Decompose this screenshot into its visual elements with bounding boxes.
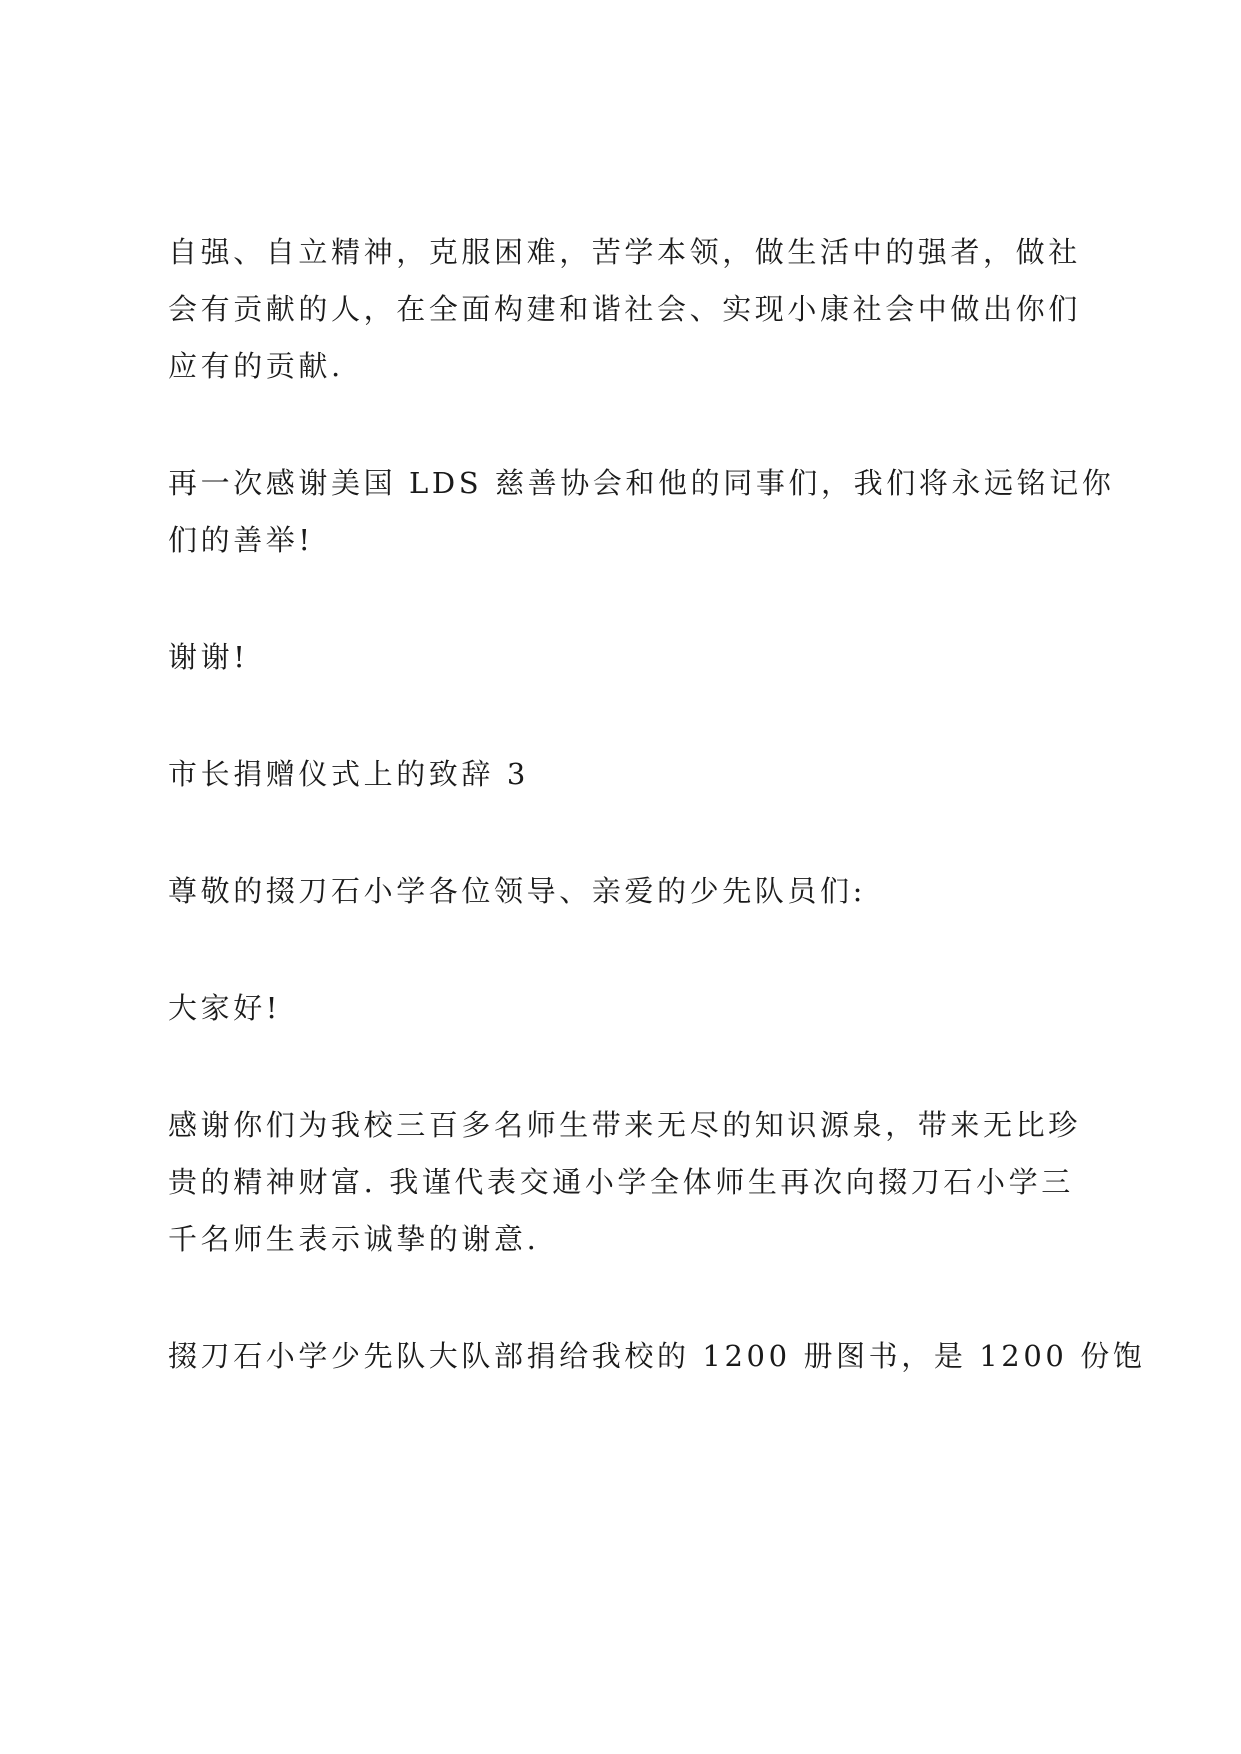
text-line: 大家好! <box>168 991 282 1025</box>
text-line: 再一次感谢美国 LDS 慈善协会和他的同事们，我们将永远铭记你 <box>168 466 1115 500</box>
paragraph-salutation <box>168 863 1093 920</box>
section-heading <box>168 746 1093 803</box>
text-line: 千名师生表示诚挚的谢意. <box>168 1222 540 1256</box>
document-page <box>168 224 1146 1445</box>
text-line: 自强、自立精神，克服困难，苦学本领，做生活中的强者，做社 <box>168 235 1081 269</box>
text-line: 应有的贡献. <box>168 349 344 383</box>
paragraph-thank-you <box>168 629 1093 686</box>
paragraph-gratitude <box>168 1097 1093 1268</box>
paragraph-greeting <box>168 980 1093 1037</box>
text-line: 们的善举! <box>168 523 314 557</box>
text-line: 尊敬的掇刀石小学各位领导、亲爱的少先队员们: <box>168 874 866 908</box>
text-line: 贵的精神财富. 我谨代表交通小学全体师生再次向掇刀石小学三 <box>168 1165 1074 1199</box>
text-line: 谢谢! <box>168 640 249 674</box>
text-line: 市长捐赠仪式上的致辞 3 <box>168 757 529 791</box>
paragraph-closing-encouragement <box>168 224 1093 395</box>
paragraph-book-donation <box>168 1328 1146 1385</box>
paragraph-thanks-lds <box>168 455 1115 569</box>
text-line: 掇刀石小学少先队大队部捐给我校的 1200 册图书，是 1200 份饱 <box>168 1339 1146 1373</box>
text-line: 感谢你们为我校三百多名师生带来无尽的知识源泉，带来无比珍 <box>168 1108 1081 1142</box>
text-line: 会有贡献的人，在全面构建和谐社会、实现小康社会中做出你们 <box>168 292 1081 326</box>
